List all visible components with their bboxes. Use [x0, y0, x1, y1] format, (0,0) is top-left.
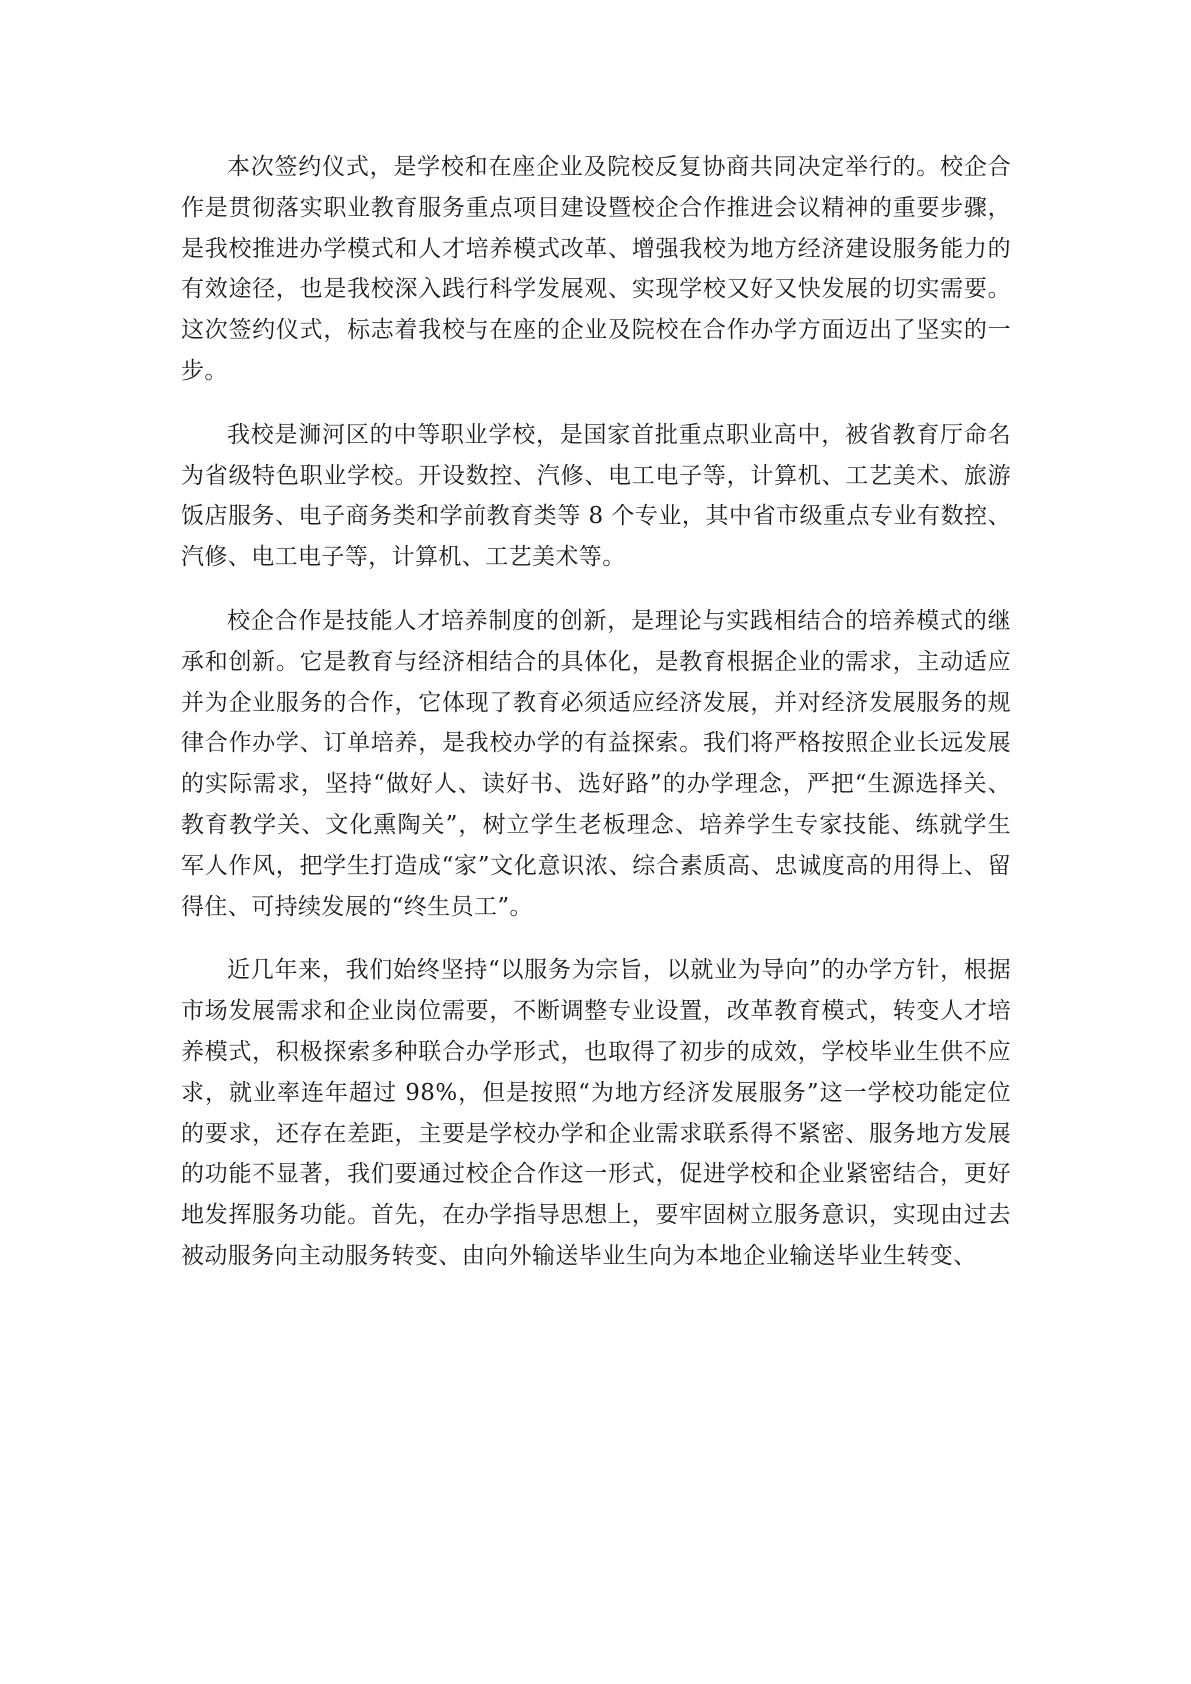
document-body	[181, 147, 1011, 1277]
paragraph-school-introduction: 我校是浉河区的中等职业学校，是国家首批重点职业高中，被省教育厅命名为省级特色职业学校。开设数控、汽修、电工电子等，计算机、工艺美术、旅游饭店服务、电子商务类和学前教育类等 8 个专业，其中省市级重点专业有数控、汽修、电工电子等，计算机、工艺美术等。	[181, 421, 1011, 571]
paragraph-signing-ceremony: 本次签约仪式，是学校和在座企业及院校反复协商共同决定举行的。校企合作是贯彻落实职业教育服务重点项目建设暨校企合作推进会议精神的重要步骤，是我校推进办学模式和人才培养模式改革、增强我校为地方经济建设服务能力的有效途径，也是我校深入践行科学发展观、实现学校又好又快发展的切实需要。这次签约仪式，标志着我校与在座的企业及院校在合作办学方面迈出了坚实的一步。	[181, 154, 1011, 384]
paragraph-recent-years: 近几年来，我们始终坚持“以服务为宗旨，以就业为导向”的办学方针，根据市场发展需求和企业岗位需要，不断调整专业设置，改革教育模式，转变人才培养模式，积极探索多种联合办学形式，也取得了初步的成效，学校毕业生供不应求，就业率连年超过 98%，但是按照“为地方经济发展服务”这一学校功能定位的要求，还存在差距，主要是学校办学和企业需求联系得不紧密、服务地方发展的功能不显著，我们要通过校企合作这一形式，促进学校和企业紧密结合，更好地发挥服务功能。首先，在办学指导思想上，要牢固树立服务意识，实现由过去被动服务向主动服务转变、由向外输送毕业生向为本地企业输送毕业生转变、	[181, 957, 1011, 1269]
paragraph-school-enterprise-cooperation: 校企合作是技能人才培养制度的创新，是理论与实践相结合的培养模式的继承和创新。它是教育与经济相结合的具体化，是教育根据企业的需求，主动适应并为企业服务的合作，它体现了教育必须适应经济发展，并对经济发展服务的规律合作办学、订单培养，是我校办学的有益探索。我们将严格按照企业长远发展的实际需求，坚持“做好人、读好书、选好路”的办学理念，严把“生源选择关、教育教学关、文化熏陶关”，树立学生老板理念、培养学生专家技能、练就学生军人作风，把学生打造成“家”文化意识浓、综合素质高、忠诚度高的用得上、留得住、可持续发展的“终生员工”。	[181, 607, 1011, 920]
